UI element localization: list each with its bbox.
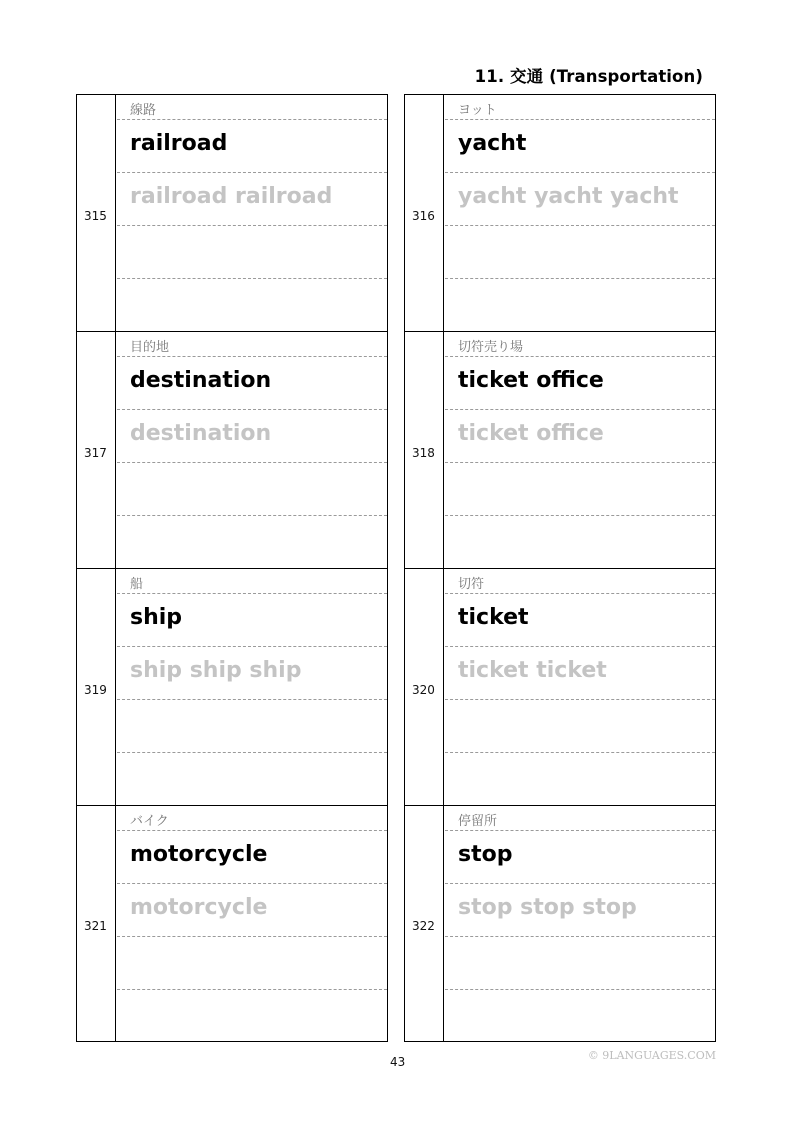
english-word: destination <box>130 368 272 393</box>
tracing-text: ticket office <box>458 421 604 446</box>
tracing-text: ship ship ship <box>130 658 302 683</box>
english-word: ship <box>130 605 183 630</box>
japanese-term: 切符 <box>458 577 485 592</box>
right-vocabulary-column <box>404 94 716 1042</box>
vocab-entry <box>404 94 716 331</box>
page-number: 43 <box>390 1055 406 1069</box>
japanese-term: 切符売り場 <box>458 340 524 355</box>
english-word: ticket office <box>458 368 604 393</box>
japanese-term: 船 <box>130 577 144 592</box>
english-word: stop <box>458 842 513 867</box>
japanese-term: ヨット <box>458 103 497 118</box>
writing-line[interactable] <box>117 753 387 805</box>
entry-number: 316 <box>405 95 444 331</box>
english-word: ticket <box>458 605 529 630</box>
writing-line[interactable] <box>445 463 715 516</box>
writing-line[interactable] <box>117 937 387 990</box>
tracing-text: railroad railroad <box>130 184 333 209</box>
japanese-term: 停留所 <box>458 814 498 829</box>
tracing-text: motorcycle <box>130 895 268 920</box>
writing-line[interactable] <box>445 937 715 990</box>
english-word: motorcycle <box>130 842 268 867</box>
vocab-entry <box>76 805 388 1042</box>
vocab-entry <box>76 94 388 331</box>
writing-line[interactable] <box>445 226 715 279</box>
writing-line[interactable] <box>117 463 387 516</box>
tracing-text: destination <box>130 421 272 446</box>
entry-number: 322 <box>405 806 444 1041</box>
vocab-entry <box>404 805 716 1042</box>
left-vocabulary-column <box>76 94 388 1042</box>
writing-line[interactable] <box>445 279 715 331</box>
writing-line[interactable] <box>445 990 715 1042</box>
vocab-entry <box>76 568 388 805</box>
entry-number: 315 <box>77 95 116 331</box>
entry-number: 321 <box>77 806 116 1041</box>
japanese-term: 線路 <box>130 103 157 118</box>
writing-line[interactable] <box>117 226 387 279</box>
entry-number: 317 <box>77 332 116 568</box>
entry-number: 319 <box>77 569 116 805</box>
writing-line[interactable] <box>445 753 715 805</box>
english-word: yacht <box>458 131 527 156</box>
japanese-term: 目的地 <box>130 340 170 355</box>
writing-line[interactable] <box>117 700 387 753</box>
entry-number: 320 <box>405 569 444 805</box>
writing-line[interactable] <box>445 516 715 568</box>
page-title: 11. 交通 (Transportation) <box>474 67 703 86</box>
vocab-entry <box>76 331 388 568</box>
writing-line[interactable] <box>117 990 387 1042</box>
japanese-term: バイク <box>130 814 169 829</box>
entry-number: 318 <box>405 332 444 568</box>
writing-line[interactable] <box>117 279 387 331</box>
tracing-text: stop stop stop <box>458 895 637 920</box>
vocab-entry <box>404 568 716 805</box>
vocab-entry <box>404 331 716 568</box>
writing-line[interactable] <box>445 700 715 753</box>
writing-line[interactable] <box>117 516 387 568</box>
copyright-notice: © 9LANGUAGES.COM <box>587 1049 716 1062</box>
tracing-text: ticket ticket <box>458 658 607 683</box>
tracing-text: yacht yacht yacht <box>458 184 679 209</box>
english-word: railroad <box>130 131 228 156</box>
